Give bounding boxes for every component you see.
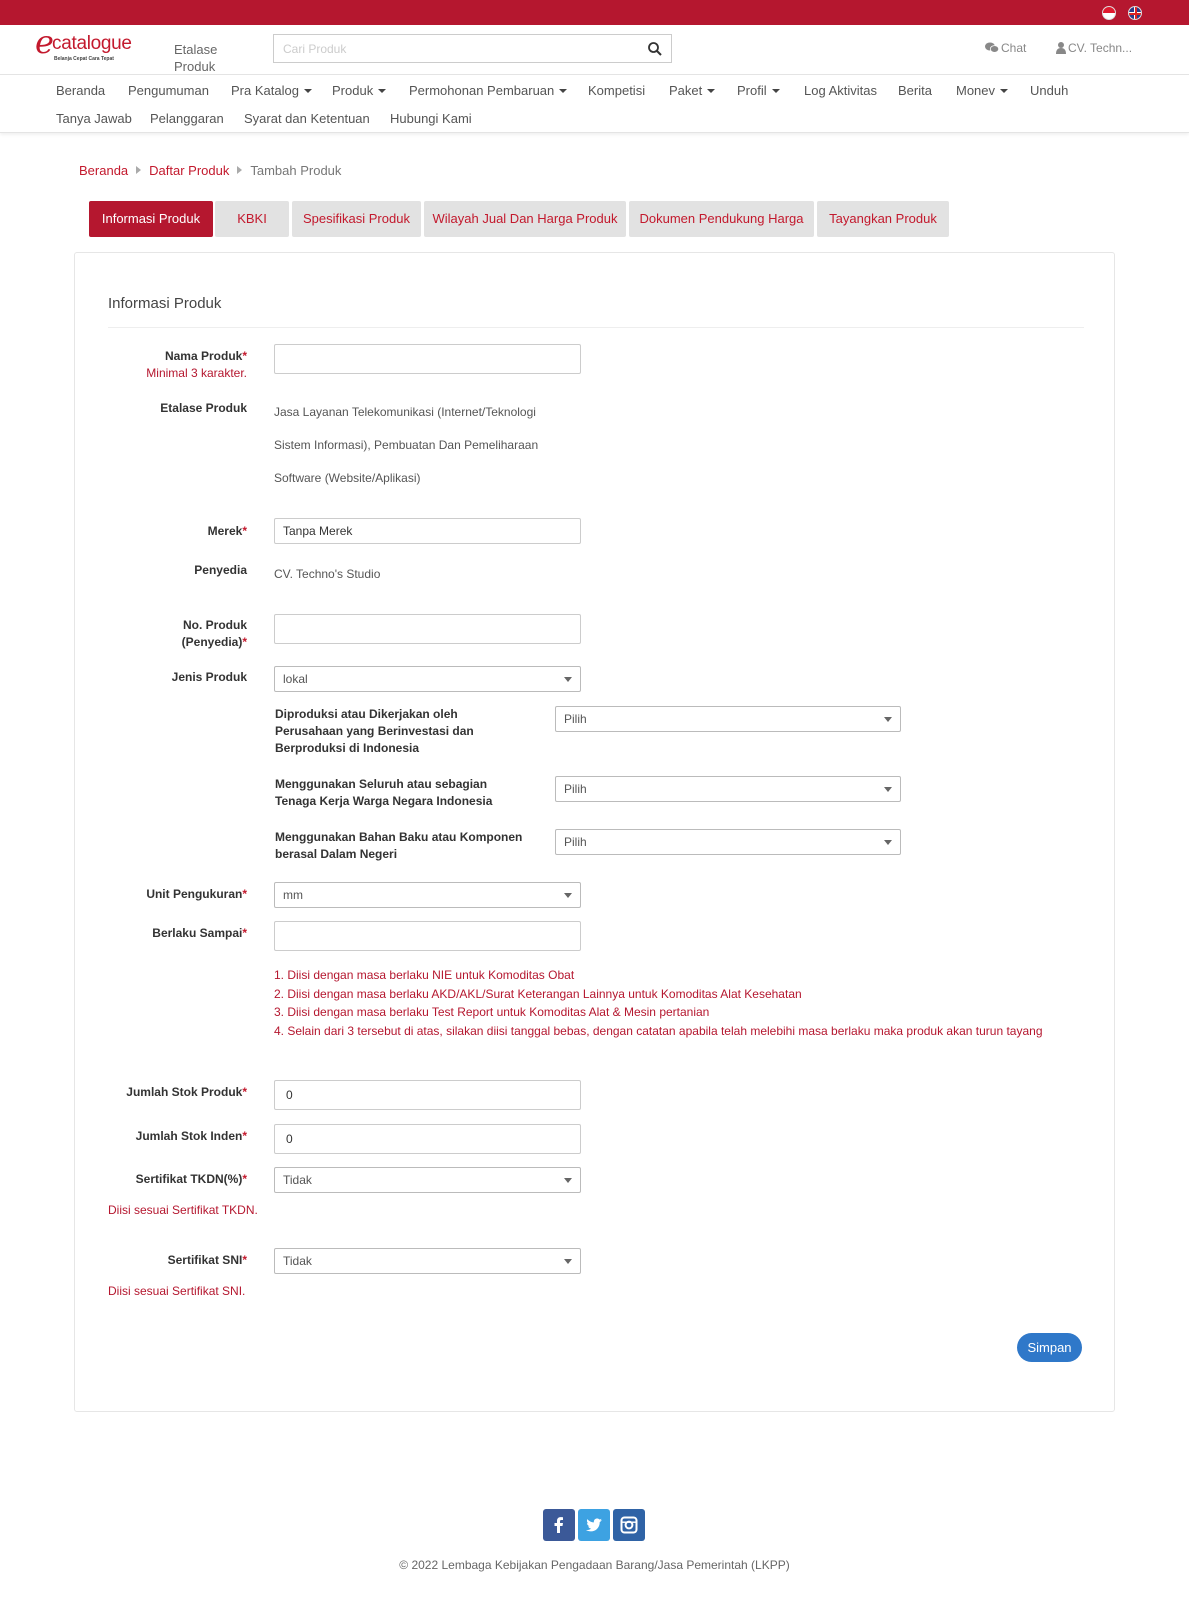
twitter-icon[interactable] <box>578 1509 610 1541</box>
sni-label: Sertifikat SNI* <box>167 1253 247 1267</box>
tkdn-select[interactable] <box>274 1167 581 1193</box>
caret-down-icon <box>707 89 715 93</box>
sub-question-3-label: Menggunakan Bahan Baku atau Komponen berasal Dalam Negeri <box>275 830 523 861</box>
nav-label: Unduh <box>1030 83 1069 98</box>
tab-tayangkan-produk[interactable]: Tayangkan Produk <box>817 201 949 237</box>
header <box>0 25 1189 75</box>
penyedia-value: CV. Techno's Studio <box>274 567 381 581</box>
footer-copyright: © 2022 Lembaga Kebijakan Pengadaan Barang/Jasa Pemerintah (LKPP) <box>399 1558 790 1572</box>
chat-link[interactable] <box>985 41 1026 55</box>
nav-unduh[interactable] <box>1030 83 1068 98</box>
caret-down-icon <box>378 89 386 93</box>
note-1: 1. Diisi dengan masa berlaku NIE untuk Komoditas Obat <box>274 968 575 982</box>
simpan-button[interactable]: Simpan <box>1017 1333 1082 1362</box>
sni-select[interactable] <box>274 1248 581 1274</box>
unit-pengukuran-select[interactable] <box>274 882 581 908</box>
dropdown-arrow-icon <box>564 893 572 898</box>
nav-label: Produk <box>332 83 374 98</box>
nav-hubungi-kami[interactable] <box>390 111 472 126</box>
caret-down-icon <box>559 89 567 93</box>
sub-question-2-label: Menggunakan Seluruh atau sebagian Tenaga Kerja Warga Negara Indonesia <box>275 777 493 808</box>
breadcrumb-current: Tambah Produk <box>250 163 342 178</box>
berlaku-sampai-label: Berlaku Sampai* <box>152 926 247 940</box>
jenis-produk-select[interactable] <box>274 666 581 692</box>
note-2: 2. Diisi dengan masa berlaku AKD/AKL/Surat Keterangan Lainnya untuk Komoditas Alat Kesehatan <box>274 986 802 1001</box>
etalase-line-3: Software (Website/Aplikasi) <box>274 471 421 485</box>
nav-log-aktivitas[interactable] <box>804 83 877 98</box>
nav-permohonan-pembaruan[interactable] <box>409 83 567 98</box>
tab-dokumen-pendukung[interactable]: Dokumen Pendukung Harga <box>629 201 814 237</box>
sub-question-1-label: Diproduksi atau Dikerjakan oleh Perusahaan yang Berinvestasi dan Berproduksi di Indonesia <box>275 707 474 755</box>
etalase-produk-label: Etalase Produk <box>160 401 247 415</box>
nama-produk-hint: Minimal 3 karakter. <box>146 366 247 380</box>
nav-label: Pengumuman <box>128 83 209 98</box>
stok-produk-input[interactable] <box>274 1080 581 1110</box>
indonesia-flag-icon[interactable] <box>1102 6 1116 20</box>
sub-question-3-value: Pilih <box>564 835 587 849</box>
unit-pengukuran-label: Unit Pengukuran* <box>146 887 247 901</box>
dropdown-arrow-icon <box>564 677 572 682</box>
merek-label: Merek* <box>207 524 247 538</box>
berlaku-sampai-input[interactable] <box>274 921 581 951</box>
dropdown-arrow-icon <box>884 717 892 722</box>
nav-label: Tanya Jawab <box>56 111 132 126</box>
dropdown-arrow-icon <box>564 1178 572 1183</box>
panel-title: Informasi Produk <box>108 295 222 312</box>
dropdown-arrow-icon <box>884 840 892 845</box>
penyedia-label: Penyedia <box>194 563 247 577</box>
ecatalogue-logo[interactable] <box>35 23 135 65</box>
tkdn-hint: Diisi sesuai Sertifikat TKDN. <box>108 1203 258 1217</box>
tkdn-label: Sertifikat TKDN(%)* <box>135 1172 247 1186</box>
logo-e-glyph: e <box>35 23 54 61</box>
sub-question-1-select[interactable] <box>555 706 901 732</box>
tkdn-value: Tidak <box>283 1173 312 1187</box>
breadcrumb-separator-icon <box>136 166 141 174</box>
breadcrumb-separator-icon <box>237 166 242 174</box>
chat-label: Chat <box>1001 41 1027 55</box>
dropdown-arrow-icon <box>884 787 892 792</box>
user-label: CV. Techn... <box>1068 41 1133 55</box>
sub-question-1-value: Pilih <box>564 712 587 726</box>
note-3: 3. Diisi dengan masa berlaku Test Report untuk Komoditas Alat & Mesin pertanian <box>274 1005 710 1019</box>
nama-produk-label: Nama Produk* <box>164 349 247 363</box>
stok-inden-label: Jumlah Stok Inden* <box>135 1129 247 1143</box>
caret-down-icon <box>772 89 780 93</box>
logo-word: catalogue <box>52 33 132 54</box>
nav-pengumuman[interactable] <box>128 83 209 98</box>
jenis-produk-label: Jenis Produk <box>171 670 247 684</box>
logo-tagline: Belanja Cepat Cara Tepat <box>54 56 114 62</box>
nav-label: Permohonan Pembaruan <box>409 83 555 98</box>
nav-kompetisi[interactable] <box>588 83 645 98</box>
nav-profil[interactable] <box>737 83 780 98</box>
nav-beranda[interactable] <box>56 83 105 98</box>
stok-inden-input[interactable] <box>274 1124 581 1154</box>
merek-input[interactable] <box>274 518 581 544</box>
nav-label: Pelanggaran <box>150 111 224 126</box>
tab-wilayah-jual[interactable]: Wilayah Jual Dan Harga Produk <box>424 201 626 237</box>
no-produk-label: No. Produk (Penyedia)* <box>181 618 247 649</box>
tab-informasi-produk[interactable]: Informasi Produk <box>89 201 213 237</box>
uk-flag-icon[interactable] <box>1128 6 1142 20</box>
berlaku-notes <box>274 966 1054 1040</box>
sub-question-2-value: Pilih <box>564 782 587 796</box>
nav-label: Beranda <box>56 83 106 98</box>
nav-label: Monev <box>956 83 996 98</box>
nav-label: Hubungi Kami <box>390 111 472 126</box>
sni-hint: Diisi sesuai Sertifikat SNI. <box>108 1284 246 1298</box>
caret-down-icon <box>304 89 312 93</box>
main-nav <box>0 75 1189 133</box>
nav-pra-katalog[interactable] <box>231 83 312 98</box>
note-4: 4. Selain dari 3 tersebut di atas, silakan diisi tanggal bebas, dengan catatan apabila telah melebihi masa berlaku maka produk akan turun tayang <box>274 1023 1043 1038</box>
nav-pelanggaran[interactable] <box>150 111 224 126</box>
tab-spesifikasi-produk[interactable]: Spesifikasi Produk <box>292 201 421 237</box>
breadcrumb-beranda[interactable]: Beranda <box>79 163 129 178</box>
no-produk-input[interactable] <box>274 614 581 644</box>
search-icon[interactable] <box>647 41 663 57</box>
nav-label: Syarat dan Ketentuan <box>244 111 370 126</box>
search-input[interactable] <box>274 35 634 62</box>
nav-label: Profil <box>737 83 767 98</box>
nav-berita[interactable] <box>898 83 932 98</box>
dropdown-arrow-icon <box>564 1259 572 1264</box>
nav-tanya-jawab[interactable] <box>56 111 132 126</box>
search-box <box>273 34 672 63</box>
user-icon <box>1056 42 1066 54</box>
unit-pengukuran-value: mm <box>283 888 303 902</box>
top-bar <box>0 0 1189 25</box>
instagram-icon[interactable] <box>613 1509 645 1541</box>
sub-question-2-select[interactable] <box>555 776 901 802</box>
breadcrumb-daftar-produk[interactable]: Daftar Produk <box>149 163 230 178</box>
etalase-produk-link[interactable]: Etalase Produk <box>174 42 218 74</box>
etalase-line-1: Jasa Layanan Telekomunikasi (Internet/Teknologi <box>274 405 536 419</box>
chat-icon <box>985 42 999 54</box>
nav-label: Log Aktivitas <box>804 83 877 98</box>
nav-label: Kompetisi <box>588 83 646 98</box>
nama-produk-input[interactable] <box>274 344 581 374</box>
sni-value: Tidak <box>283 1254 312 1268</box>
etalase-line-2: Sistem Informasi), Pembuatan Dan Pemeliharaan <box>274 438 539 452</box>
facebook-icon[interactable] <box>543 1509 575 1541</box>
user-menu[interactable] <box>1056 41 1132 55</box>
nav-label: Pra Katalog <box>231 83 299 98</box>
caret-down-icon <box>1000 89 1008 93</box>
sub-question-3-select[interactable] <box>555 829 901 855</box>
nav-label: Paket <box>669 83 703 98</box>
tab-kbki[interactable]: KBKI <box>215 201 289 237</box>
breadcrumb <box>79 163 341 178</box>
jenis-produk-value: lokal <box>283 672 308 686</box>
nav-label: Berita <box>898 83 932 98</box>
nav-monev[interactable] <box>956 83 1008 98</box>
stok-produk-label: Jumlah Stok Produk* <box>126 1085 247 1099</box>
nav-paket[interactable] <box>669 83 715 98</box>
nav-produk[interactable] <box>332 83 386 98</box>
divider <box>108 327 1084 328</box>
nav-syarat-ketentuan[interactable] <box>244 111 370 126</box>
